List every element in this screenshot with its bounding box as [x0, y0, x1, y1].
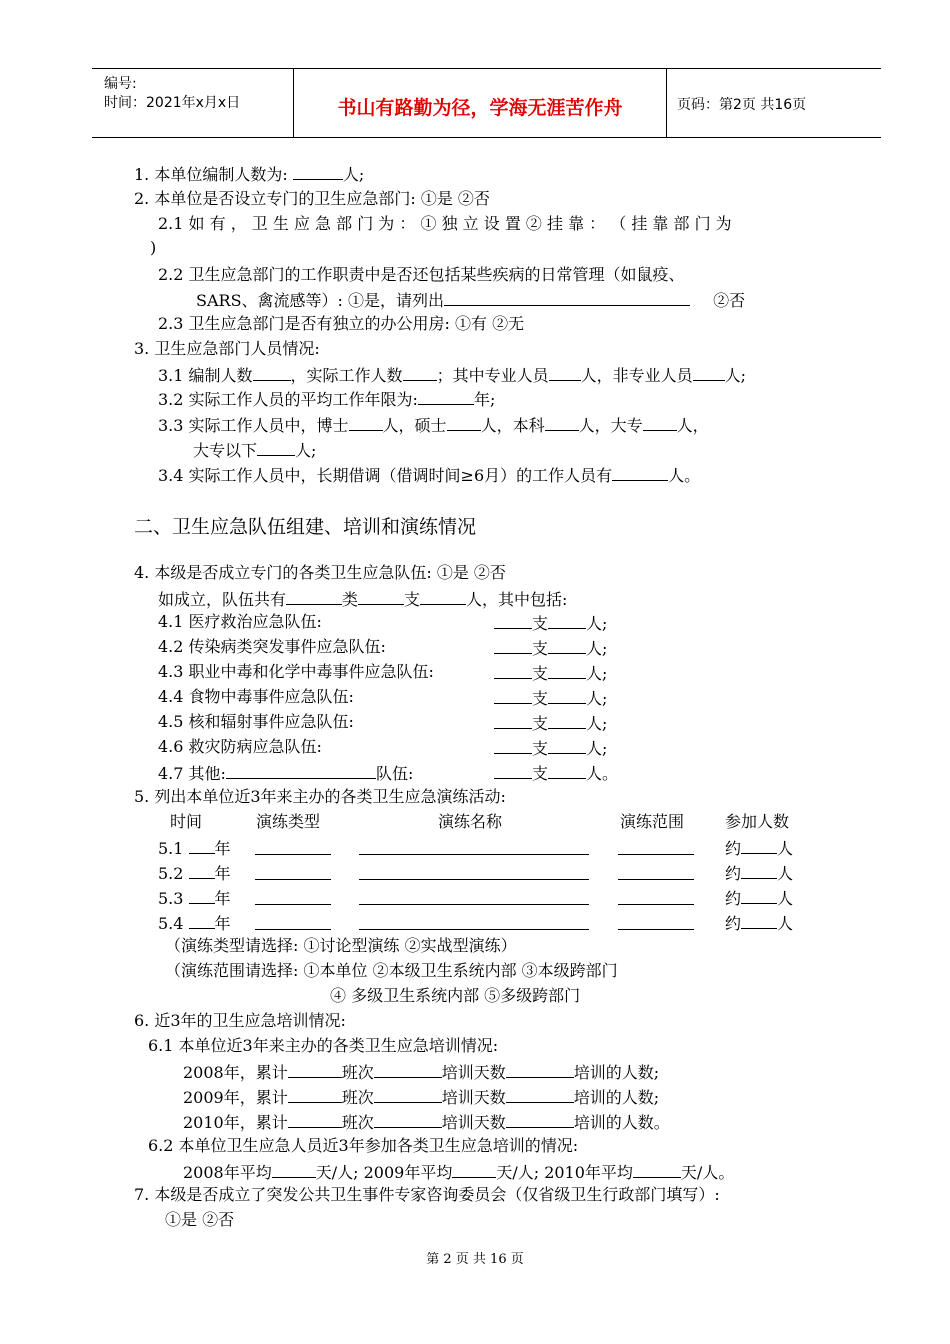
training-people: 培训的人数; — [573, 1088, 660, 1107]
question-2-3: 2.3 卫生应急部门是否有独立的办公用房: ①有 ②无 — [158, 314, 525, 333]
q31-c: ；其中专业人员 — [436, 366, 549, 385]
drill-year: 年 — [214, 839, 231, 858]
blank[interactable] — [403, 364, 437, 381]
team-row — [158, 662, 434, 682]
drill-ren: 人 — [777, 864, 794, 883]
blank[interactable] — [253, 364, 291, 381]
team-other-suffix: 队伍: — [375, 764, 414, 783]
header-info-cell — [92, 69, 294, 137]
drill-scope-note-cont: ④ 多级卫生系统内部 ⑤多级跨部门 — [330, 986, 581, 1005]
avg-d: 天/人。 — [680, 1163, 735, 1182]
blank[interactable] — [452, 1161, 496, 1178]
question-6: 6. 近3年的卫生应急培训情况: — [134, 1011, 346, 1030]
training-year: 2008年，累计 — [183, 1063, 288, 1082]
drill-participants — [725, 862, 793, 884]
page-code: 页码：第2页 共16页 — [677, 97, 807, 113]
blank[interactable] — [255, 862, 331, 880]
blank[interactable] — [418, 388, 474, 405]
q33-c: 人，本科 — [480, 416, 545, 435]
blank[interactable] — [358, 588, 404, 605]
drill-ren: 人 — [777, 889, 794, 908]
drill-row-number: 5.3 — [158, 889, 189, 908]
question-5: 5. 列出本单位近3年来主办的各类卫生应急演练活动: — [134, 787, 506, 806]
team-row — [158, 612, 322, 632]
team-ren: 人; — [586, 639, 608, 658]
blank[interactable] — [548, 737, 586, 754]
team-label: 4.5 核和辐射事件应急队伍: — [158, 712, 354, 731]
drill-yue: 约 — [725, 914, 742, 933]
drill-participants — [725, 912, 793, 934]
blank[interactable] — [374, 1061, 442, 1078]
question-6-1: 6.1 本单位近3年来主办的各类卫生应急培训情况: — [148, 1036, 499, 1055]
question-3-3 — [158, 414, 709, 436]
training-days: 培训天数 — [441, 1063, 506, 1082]
q1-unit: 人; — [342, 165, 365, 184]
q31-a: 3.1 编制人数 — [158, 366, 253, 385]
team-ren: 人; — [586, 714, 608, 733]
q31-e: 人; — [724, 366, 746, 385]
blank[interactable] — [444, 289, 690, 306]
blank[interactable] — [189, 887, 215, 904]
section-2-title: 二、卫生应急队伍组建、培训和演练情况 — [134, 516, 477, 538]
q32-a: 3.2 实际工作人员的平均工作年限为: — [158, 390, 418, 409]
blank[interactable] — [494, 687, 532, 704]
blank[interactable] — [612, 464, 668, 481]
question-4: 4. 本级是否成立专门的各类卫生应急队伍: ①是 ②否 — [134, 563, 506, 582]
blank[interactable] — [226, 762, 376, 779]
number-label: 编号: — [104, 76, 137, 92]
blank[interactable] — [293, 163, 343, 180]
training-banci: 班次 — [341, 1088, 374, 1107]
drill-header: 时间 — [170, 812, 203, 831]
blank[interactable] — [494, 737, 532, 754]
q4-b: 类 — [342, 590, 359, 609]
blank[interactable] — [349, 414, 383, 431]
drill-header: 演练名称 — [438, 812, 503, 831]
drill-row-number: 5.1 — [158, 839, 189, 858]
page-footer: 第 2 页 共 16 页 — [426, 1252, 524, 1267]
drill-yue: 约 — [725, 864, 742, 883]
avg-a: 2008年平均 — [183, 1163, 272, 1182]
blank[interactable] — [288, 1086, 342, 1103]
blank[interactable] — [420, 588, 466, 605]
question-2-1: 2.1 如 有 ， 卫 生 应 急 部 门 为 ： ① 独 立 设 置 ② 挂 靠 ： （ 挂 靠 部 门 为 — [158, 214, 732, 233]
team-row — [158, 762, 413, 784]
blank[interactable] — [359, 887, 589, 905]
blank[interactable] — [257, 439, 295, 456]
time-label: 时间：2021年x月x日 — [104, 95, 241, 111]
team-count — [494, 737, 607, 759]
q34-a: 3.4 实际工作人员中，长期借调（借调时间≥6月）的工作人员有 — [158, 466, 613, 485]
q33-d: 人，大专 — [578, 416, 643, 435]
team-row — [158, 737, 322, 757]
training-days: 培训天数 — [441, 1088, 506, 1107]
drill-ren: 人 — [777, 839, 794, 858]
blank[interactable] — [374, 1111, 442, 1128]
blank[interactable] — [741, 887, 777, 904]
drill-row-time — [158, 887, 231, 909]
blank[interactable] — [272, 1161, 316, 1178]
drill-row-number: 5.2 — [158, 864, 189, 883]
q4-c: 支 — [404, 590, 421, 609]
team-row — [158, 712, 354, 732]
blank[interactable] — [618, 887, 694, 905]
avg-b: 天/人; 2009年平均 — [315, 1163, 453, 1182]
q33-b: 人，硕士 — [382, 416, 447, 435]
blank[interactable] — [494, 612, 532, 629]
training-row — [183, 1086, 659, 1108]
blank[interactable] — [548, 687, 586, 704]
blank[interactable] — [286, 588, 342, 605]
blank[interactable] — [741, 912, 777, 929]
q31-d: 人，非专业人员 — [580, 366, 693, 385]
blank[interactable] — [549, 364, 581, 381]
team-count — [494, 662, 607, 684]
question-2-2-cont — [196, 289, 745, 311]
team-count — [494, 712, 607, 734]
blank[interactable] — [359, 862, 589, 880]
blank[interactable] — [643, 414, 677, 431]
training-row — [183, 1111, 670, 1133]
team-count — [494, 762, 618, 784]
blank[interactable] — [494, 762, 532, 779]
q4-a: 如成立，队伍共有 — [158, 590, 287, 609]
blank[interactable] — [494, 712, 532, 729]
q1-text: 1. 本单位编制人数为: — [134, 165, 288, 184]
blank[interactable] — [741, 837, 777, 854]
training-people: 培训的人数; — [573, 1063, 660, 1082]
blank[interactable] — [618, 862, 694, 880]
team-ren: 人。 — [586, 764, 619, 783]
question-1 — [134, 163, 364, 185]
team-zhi: 支 — [532, 714, 549, 733]
blank[interactable] — [545, 414, 579, 431]
q33-f: 大专以下 — [193, 441, 258, 460]
q4-d: 人，其中包括: — [466, 590, 568, 609]
training-banci: 班次 — [341, 1063, 374, 1082]
question-3-4 — [158, 464, 700, 486]
drill-row-time — [158, 912, 231, 934]
drill-row-time — [158, 862, 231, 884]
blank[interactable] — [548, 662, 586, 679]
team-ren: 人; — [586, 614, 608, 633]
blank[interactable] — [494, 662, 532, 679]
blank[interactable] — [288, 1061, 342, 1078]
training-days: 培训天数 — [441, 1113, 506, 1132]
q33-a: 3.3 实际工作人员中，博士 — [158, 416, 349, 435]
drill-yue: 约 — [725, 889, 742, 908]
team-ren: 人; — [586, 664, 608, 683]
page-header — [92, 68, 881, 138]
blank[interactable] — [189, 862, 215, 879]
blank[interactable] — [548, 712, 586, 729]
blank[interactable] — [189, 837, 215, 854]
question-4-intro — [158, 588, 567, 610]
training-average — [183, 1161, 734, 1183]
blank[interactable] — [741, 862, 777, 879]
blank[interactable] — [255, 837, 331, 855]
blank[interactable] — [548, 637, 586, 654]
training-year: 2009年，累计 — [183, 1088, 288, 1107]
training-people: 培训的人数。 — [573, 1113, 670, 1132]
header-page-cell — [667, 69, 881, 137]
blank[interactable] — [189, 912, 215, 929]
q32-b: 年; — [473, 390, 496, 409]
drill-row-time — [158, 837, 231, 859]
drill-participants — [725, 837, 793, 859]
blank[interactable] — [506, 1111, 574, 1128]
team-row — [158, 637, 386, 657]
blank[interactable] — [359, 912, 589, 930]
blank[interactable] — [255, 887, 331, 905]
question-2-2: 2.2 卫生应急部门的工作职责中是否还包括某些疾病的日常管理（如鼠疫、 — [158, 265, 685, 284]
team-label: 4.2 传染病类突发事件应急队伍: — [158, 637, 386, 656]
team-label: 4.7 其他: — [158, 764, 226, 783]
team-zhi: 支 — [532, 664, 549, 683]
q33-e: 人， — [676, 416, 709, 435]
question-6-2: 6.2 本单位卫生应急人员近3年参加各类卫生应急培训的情况: — [148, 1136, 579, 1155]
avg-c: 天/人; 2010年平均 — [496, 1163, 633, 1182]
q31-b: ，实际工作人数 — [290, 366, 403, 385]
blank[interactable] — [359, 837, 589, 855]
team-count — [494, 687, 607, 709]
question-3-2 — [158, 388, 495, 410]
team-zhi: 支 — [532, 639, 549, 658]
blank[interactable] — [255, 912, 331, 930]
blank[interactable] — [374, 1086, 442, 1103]
drill-header: 参加人数 — [725, 812, 790, 831]
motto: 书山有路勤为径，学海无涯苦作舟 — [337, 97, 623, 119]
drill-type-note: （演练类型请选择: ①讨论型演练 ②实战型演练） — [165, 936, 517, 955]
team-zhi: 支 — [532, 739, 549, 758]
team-zhi: 支 — [532, 689, 549, 708]
training-banci: 班次 — [341, 1113, 374, 1132]
drill-row-number: 5.4 — [158, 914, 189, 933]
drill-header: 演练类型 — [256, 812, 321, 831]
team-zhi: 支 — [532, 764, 549, 783]
q22-no: ②否 — [713, 291, 746, 310]
training-year: 2010年，累计 — [183, 1113, 288, 1132]
question-7-options: ①是 ②否 — [165, 1210, 235, 1229]
question-3-1 — [158, 364, 746, 386]
question-3: 3. 卫生应急部门人员情况: — [134, 339, 320, 358]
team-zhi: 支 — [532, 614, 549, 633]
blank[interactable] — [288, 1111, 342, 1128]
team-label: 4.1 医疗救治应急队伍: — [158, 612, 322, 631]
team-ren: 人; — [586, 739, 608, 758]
drill-year: 年 — [214, 864, 231, 883]
blank[interactable] — [548, 612, 586, 629]
blank[interactable] — [693, 364, 725, 381]
header-motto-cell — [294, 69, 667, 137]
drill-header: 演练范围 — [620, 812, 685, 831]
team-ren: 人; — [586, 689, 608, 708]
drill-yue: 约 — [725, 839, 742, 858]
team-count — [494, 637, 607, 659]
training-row — [183, 1061, 659, 1083]
question-7: 7. 本级是否成立了突发公共卫生事件专家咨询委员会（仅省级卫生行政部门填写）: — [134, 1185, 720, 1204]
blank[interactable] — [548, 762, 586, 779]
team-label: 4.3 职业中毒和化学中毒事件应急队伍: — [158, 662, 434, 681]
drill-year: 年 — [214, 914, 231, 933]
blank[interactable] — [506, 1061, 574, 1078]
drill-ren: 人 — [777, 914, 794, 933]
question-3-3-cont — [193, 439, 316, 461]
blank[interactable] — [633, 1161, 681, 1178]
team-row — [158, 687, 354, 707]
q33-g: 人; — [295, 441, 317, 460]
question-2: 2. 本单位是否设立专门的卫生应急部门: ①是 ②否 — [134, 189, 490, 208]
team-label: 4.6 救灾防病应急队伍: — [158, 737, 322, 756]
q34-b: 人。 — [668, 466, 701, 485]
question-2-1-close: ) — [150, 238, 157, 257]
blank[interactable] — [447, 414, 481, 431]
drill-year: 年 — [214, 889, 231, 908]
blank[interactable] — [618, 912, 694, 930]
blank[interactable] — [618, 837, 694, 855]
drill-scope-note: （演练范围请选择: ①本单位 ②本级卫生系统内部 ③本级跨部门 — [165, 961, 618, 980]
team-count — [494, 612, 607, 634]
q22-text: SARS、禽流感等）: ①是，请列出 — [196, 291, 445, 310]
drill-participants — [725, 887, 793, 909]
blank[interactable] — [506, 1086, 574, 1103]
team-label: 4.4 食物中毒事件应急队伍: — [158, 687, 354, 706]
blank[interactable] — [494, 637, 532, 654]
